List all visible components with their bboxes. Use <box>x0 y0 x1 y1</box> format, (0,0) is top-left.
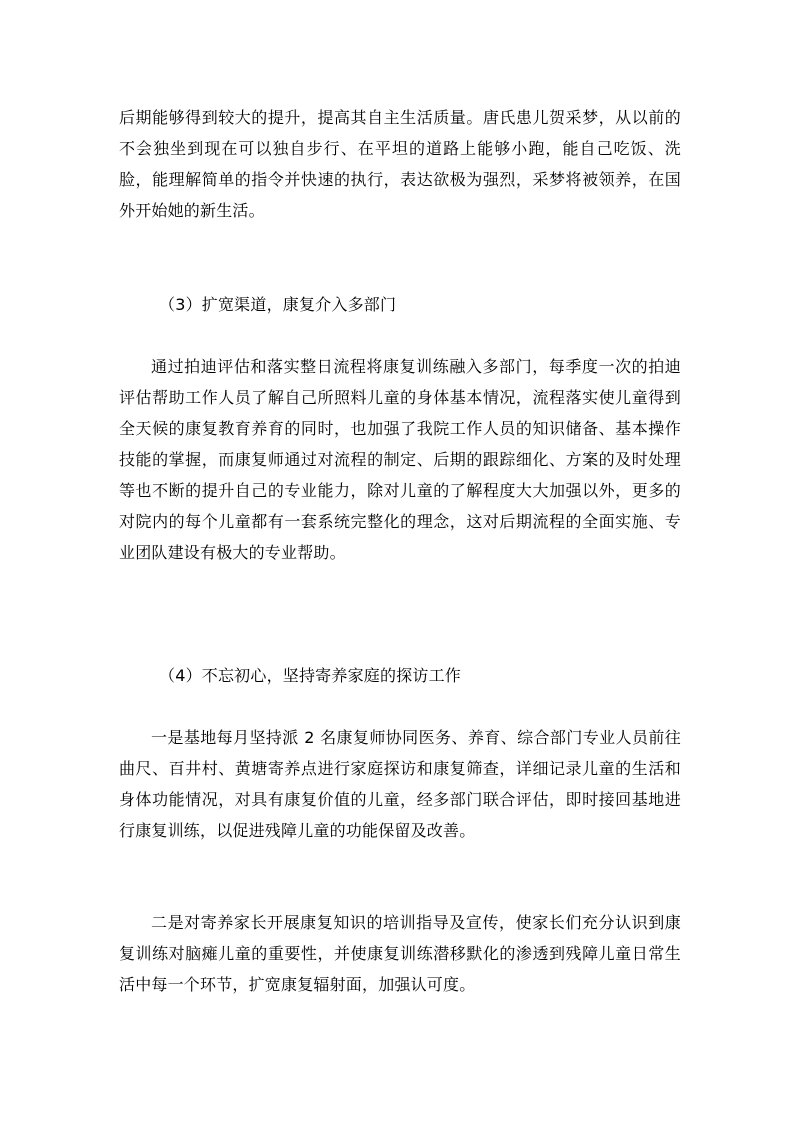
section-3-paragraph: 通过拍迪评估和落实整日流程将康复训练融入多部门，每季度一次的拍迪评估帮助工作人员了解自己所照料儿童的身体基本情况，流程落实使儿童得到全天候的康复教育养育的同时，也加强了我院工作人员的知识储备、基本操作技能的掌握，而康复师通过对流程的制定、后期的跟踪细化、方案的及时处理等也不断的提升自己的专业能力，除对儿童的了解程度大大加强以外，更多的对院内的每个儿童都有一套系统完整化的理念，这对后期流程的全面实施、专业团队建设有极大的专业帮助。 <box>119 357 681 562</box>
section-4-paragraph-2: 二是对寄养家长开展康复知识的培训指导及宣传，使家长们充分认识到康复训练对脑瘫儿童的重要性，并使康复训练潜移默化的渗透到残障儿童日常生活中每一个环节，扩宽康复辐射面，加强认可度。 <box>119 913 681 994</box>
continuation-paragraph: 后期能够得到较大的提升，提高其自主生活质量。唐氏患儿贺采梦，从以前的不会独坐到现在可以独自步行、在平坦的道路上能够小跑，能自己吃饭、洗脸，能理解简单的指令并快速的执行，表达欲极为强烈，采梦将被领养，在国外开始她的新生活。 <box>119 108 681 220</box>
section-3-heading: （3）扩宽渠道，康复介入多部门 <box>159 295 397 314</box>
section-4-paragraph-1: 一是基地每月坚持派 2 名康复师协同医务、养育、综合部门专业人员前往曲尺、百井村、黄塘寄养点进行家庭探访和康复筛查，详细记录儿童的生活和身体功能情况，对具有康复价值的儿童，经多部门联合评估，即时接回基地进行康复训练，以促进残障儿童的功能保留及改善。 <box>119 728 681 840</box>
section-4-heading: （4）不忘初心，坚持寄养家庭的探访工作 <box>159 666 461 685</box>
